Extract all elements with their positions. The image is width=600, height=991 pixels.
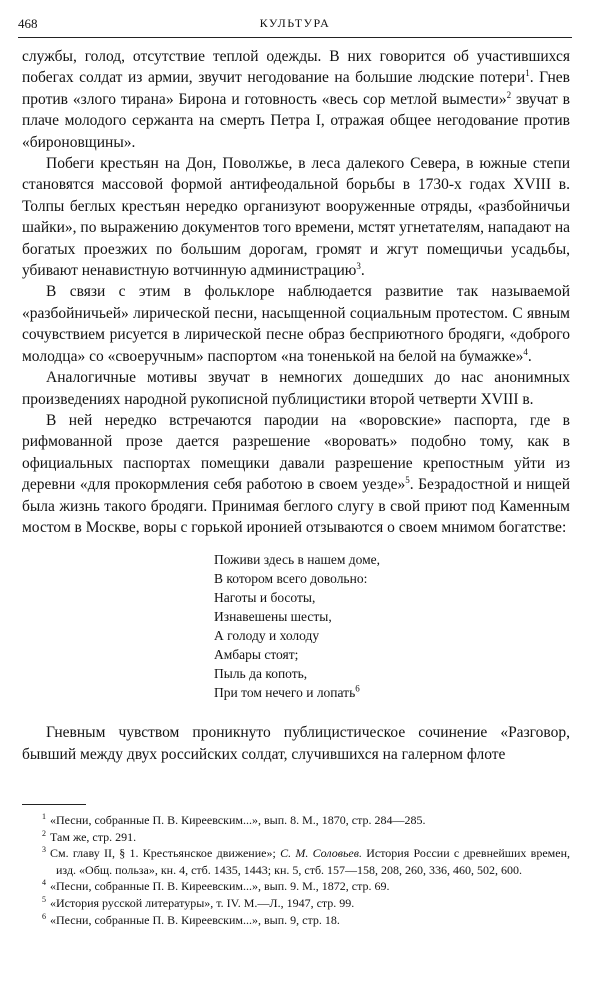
poem-line: Наготы и босоты, bbox=[214, 590, 316, 606]
footnote-ref-2[interactable]: 2 bbox=[506, 89, 512, 100]
main-text bbox=[22, 46, 570, 765]
footnote-mark: 6 bbox=[42, 911, 46, 921]
footnote-6: $^6$ «Песни, собранные П. В. Киреевским...», вып. 9, стр. 18. bbox=[42, 911, 340, 927]
poem-line: А голоду и холоду bbox=[214, 628, 320, 644]
footnote-ref-1[interactable]: 1 bbox=[525, 68, 530, 79]
footnote-mark: 3 bbox=[42, 845, 46, 855]
footnote-mark: 5 bbox=[42, 894, 46, 904]
footnote-author: С. М. Соловьев. bbox=[280, 846, 362, 861]
paragraph-4: Аналогичные мотивы звучат в немногих дошедших до нас анонимных произведениях народной рукописной публицистики второй четверти XVIII в. bbox=[22, 369, 570, 408]
footnote-5: $^5$ «История русской литературы», т. IV. М.—Л., 1947, стр. 99. bbox=[42, 894, 355, 910]
poem-line: Изнавешены шесты, bbox=[214, 609, 332, 625]
footnote-2: $^2$ Там же, стр. 291. bbox=[42, 828, 137, 844]
page-header bbox=[18, 16, 572, 34]
poem-line: В котором всего довольно: bbox=[214, 571, 368, 587]
footnotes bbox=[22, 812, 570, 928]
footnote-rule bbox=[22, 804, 86, 805]
footnote-mark: 2 bbox=[42, 828, 46, 838]
poem-line: Пыль да копоть, bbox=[214, 666, 308, 682]
paragraph-2: Побеги крестьян на Дон, Поволжье, в леса далекого Севера, в южные степи становятся массовой формой антифеодальной борьбы в 1730-х годах XVIII в. Толпы беглых крестьян нередко организуют вооруженные отряды, «разбойничьи шайки», по выражению документов того времени, мстят угнетателям, нападают на богатых проезжих по большим дорогам, громят и жгут помещичьи усадьбы, убивают ненавистную вотчинную администрацию$^3$. bbox=[22, 155, 570, 280]
footnote-1: $^1$ «Песни, собранные П. В. Киреевским...», вып. 8. М., 1870, стр. 284—285. bbox=[42, 812, 426, 827]
footnote-ref-5[interactable]: 5 bbox=[405, 474, 410, 485]
footnote-mark: 1 bbox=[42, 812, 46, 821]
poem bbox=[214, 550, 570, 702]
footnote-ref-4[interactable]: 4 bbox=[523, 346, 528, 357]
poem-line: При том нечего и лопать$^6$ bbox=[214, 683, 360, 701]
header-rule bbox=[18, 37, 572, 38]
running-title: КУЛЬТУРА bbox=[259, 16, 331, 30]
footnote-4: $^4$ «Песни, собранные П. В. Киреевским...», вып. 9. М., 1872, стр. 69. bbox=[42, 878, 390, 894]
paragraph-6: Гневным чувством проникнуто публицистическое сочинение «Разговор, бывший между двух российских солдат, случившихся на галерном флоте bbox=[22, 724, 570, 763]
poem-line: Поживи здесь в нашем доме, bbox=[214, 552, 381, 568]
footnote-3: $^3$ См. главу II, § 1. Крестьянское движение»; С. М. Соловьев. История России с древнейших времен, изд. «Общ. польза», кн. 4, стб. 1435, 1443; кн. 5, стб. 157—158, 208, 260, 336, 460, 502, 600. bbox=[42, 845, 571, 877]
footnote-ref-3[interactable]: 3 bbox=[356, 260, 361, 271]
page-number: 468 bbox=[18, 16, 38, 31]
paragraph-1: службы, голод, отсутствие теплой одежды. В них говорится об участившихся побегах солдат из армии, звучит негодование на большие людские потери$^1$. Гнев против «злого тирана» Бирона и готовность «весь сор метлой вымести»$^2$ звучат в плаче молодого сержанта на смерть Петра I, отражая общее негодование против «бироновщины». bbox=[22, 48, 570, 151]
paragraph-5: В ней нередко встречаются пародии на «воровские» паспорта, где в рифмованной прозе дается разрешение «воровать» подобно тому, как в официальных паспортах помещики давали разрешение крепостным уйти из деревни «для прокормления себя работою в своем уезде»$^5$. Безрадостной и нищей была жизнь такого бродяги. Принимая беглого слугу в свой приют под Каменным мостом в Москве, воры с горькой иронией отзываются о своем мнимом богатстве: bbox=[22, 411, 570, 536]
footnote-mark: 4 bbox=[42, 878, 46, 888]
footnote-ref-6[interactable]: 6 bbox=[355, 683, 360, 694]
poem-line: Амбары стоят; bbox=[214, 647, 299, 663]
paragraph-3: В связи с этим в фольклоре наблюдается развитие так называемой «разбойничьей» лирической песни, насыщенной социальным протестом. С явным сочувствием рисуется в лирической песне образ бесприютного бродяги, «доброго молодца» со «своеручным» паспортом «на тоненькой на белой на бумажке»$^4$. bbox=[22, 283, 570, 365]
